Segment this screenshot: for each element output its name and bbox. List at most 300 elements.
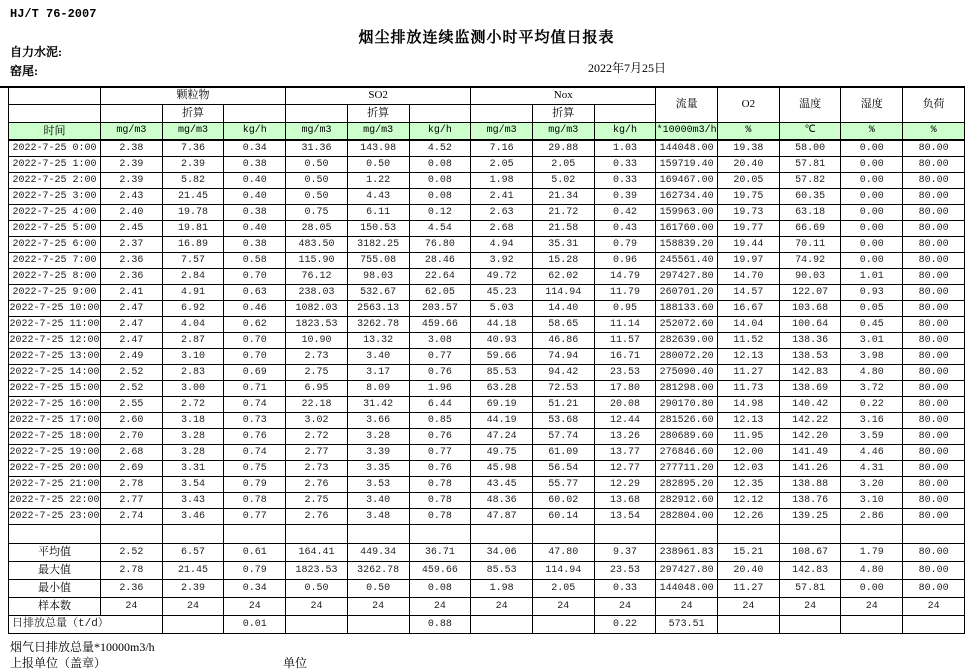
table-row: [9, 413, 965, 429]
value-cell: 7.16: [471, 140, 533, 157]
company-label: 自力水泥:: [10, 45, 62, 59]
value-cell: 8.09: [347, 381, 409, 397]
value-cell: 0.77: [409, 445, 471, 461]
value-cell: 2.05: [471, 157, 533, 173]
value-cell: 3.00: [162, 381, 224, 397]
empty-cell: [779, 525, 841, 544]
value-cell: 60.02: [532, 493, 594, 509]
value-cell: 0.40: [224, 189, 286, 205]
value-cell: 277711.20: [656, 461, 718, 477]
unit-header-cell: mg/m3: [471, 123, 533, 141]
summary-label-cell: 最小值: [9, 580, 101, 598]
value-cell: 3.66: [347, 413, 409, 429]
value-cell: 98.03: [347, 269, 409, 285]
value-cell: 3.39: [347, 445, 409, 461]
value-cell: 11.79: [594, 285, 656, 301]
daily-total-value-cell: [162, 616, 224, 634]
value-cell: 3.53: [347, 477, 409, 493]
value-cell: 57.82: [779, 173, 841, 189]
value-cell: 0.96: [594, 253, 656, 269]
value-cell: 3.16: [841, 413, 903, 429]
value-cell: 12.29: [594, 477, 656, 493]
unit-header-cell: mg/m3: [162, 123, 224, 141]
summary-value-cell: 108.67: [779, 544, 841, 562]
group-load: 负荷: [903, 87, 965, 123]
empty-cell: [532, 525, 594, 544]
summary-value-cell: 144048.00: [656, 580, 718, 598]
summary-value-cell: 24: [471, 598, 533, 616]
empty-cell: [286, 525, 348, 544]
value-cell: 14.79: [594, 269, 656, 285]
value-cell: 43.45: [471, 477, 533, 493]
value-cell: 4.91: [162, 285, 224, 301]
value-cell: 3.20: [841, 477, 903, 493]
value-cell: 0.00: [841, 140, 903, 157]
value-cell: 158839.20: [656, 237, 718, 253]
value-cell: 62.02: [532, 269, 594, 285]
value-cell: 282912.60: [656, 493, 718, 509]
value-cell: 3.17: [347, 365, 409, 381]
daily-total-value-cell: [779, 616, 841, 634]
data-rows: [9, 140, 965, 525]
value-cell: 2.41: [101, 285, 163, 301]
value-cell: 532.67: [347, 285, 409, 301]
value-cell: 6.92: [162, 301, 224, 317]
value-cell: 2.75: [286, 493, 348, 509]
value-cell: 12.00: [718, 445, 780, 461]
value-cell: 2.73: [286, 461, 348, 477]
value-cell: 139.25: [779, 509, 841, 525]
value-cell: 69.19: [471, 397, 533, 413]
unit-header-cell: kg/h: [594, 123, 656, 141]
value-cell: 2.39: [101, 173, 163, 189]
value-cell: 5.03: [471, 301, 533, 317]
value-cell: 2.75: [286, 365, 348, 381]
value-cell: 80.00: [903, 157, 965, 173]
summary-value-cell: 0.33: [594, 580, 656, 598]
value-cell: 0.79: [224, 477, 286, 493]
empty-cell: [224, 105, 286, 123]
value-cell: 0.69: [224, 365, 286, 381]
group-humidity: 湿度: [841, 87, 903, 123]
value-cell: 4.46: [841, 445, 903, 461]
value-cell: 6.11: [347, 205, 409, 221]
value-cell: 13.77: [594, 445, 656, 461]
value-cell: 0.71: [224, 381, 286, 397]
value-cell: 12.03: [718, 461, 780, 477]
value-cell: 282895.20: [656, 477, 718, 493]
value-cell: 2.05: [532, 157, 594, 173]
value-cell: 14.70: [718, 269, 780, 285]
value-cell: 2.47: [101, 333, 163, 349]
value-cell: 19.44: [718, 237, 780, 253]
value-cell: 14.98: [718, 397, 780, 413]
summary-value-cell: 238961.83: [656, 544, 718, 562]
summary-value-cell: 0.79: [224, 562, 286, 580]
group-nox: Nox: [471, 87, 656, 105]
value-cell: 3.35: [347, 461, 409, 477]
empty-cell: [101, 105, 163, 123]
summary-label-cell: 样本数: [9, 598, 101, 616]
unit-header-cell: mg/m3: [347, 123, 409, 141]
value-cell: 0.73: [224, 413, 286, 429]
value-cell: 1.03: [594, 140, 656, 157]
value-cell: 282639.00: [656, 333, 718, 349]
summary-value-cell: 0.34: [224, 580, 286, 598]
value-cell: 80.00: [903, 333, 965, 349]
value-cell: 159719.40: [656, 157, 718, 173]
value-cell: 2.87: [162, 333, 224, 349]
value-cell: 6.44: [409, 397, 471, 413]
value-cell: 21.72: [532, 205, 594, 221]
value-cell: 2.39: [101, 157, 163, 173]
value-cell: 58.00: [779, 140, 841, 157]
value-cell: 0.74: [224, 397, 286, 413]
summary-label-cell: 最大值: [9, 562, 101, 580]
value-cell: 31.42: [347, 397, 409, 413]
summary-value-cell: 20.40: [718, 562, 780, 580]
value-cell: 11.27: [718, 365, 780, 381]
value-cell: 141.49: [779, 445, 841, 461]
value-cell: 2.52: [101, 365, 163, 381]
value-cell: 0.00: [841, 173, 903, 189]
value-cell: 245561.40: [656, 253, 718, 269]
empty-cell: [471, 525, 533, 544]
summary-value-cell: 1823.53: [286, 562, 348, 580]
summary-value-cell: 85.53: [471, 562, 533, 580]
group-flow: 流量: [656, 87, 718, 123]
value-cell: 0.95: [594, 301, 656, 317]
value-cell: 103.68: [779, 301, 841, 317]
value-cell: 290170.80: [656, 397, 718, 413]
summary-value-cell: 459.66: [409, 562, 471, 580]
summary-value-cell: 164.41: [286, 544, 348, 562]
group-header-row: [9, 87, 965, 105]
value-cell: 138.69: [779, 381, 841, 397]
summary-value-cell: 6.57: [162, 544, 224, 562]
converted-label: 折算: [347, 105, 409, 123]
value-cell: 5.02: [532, 173, 594, 189]
value-cell: 2.77: [101, 493, 163, 509]
value-cell: 5.82: [162, 173, 224, 189]
daily-total-value-cell: [347, 616, 409, 634]
value-cell: 23.53: [594, 365, 656, 381]
summary-value-cell: 142.83: [779, 562, 841, 580]
value-cell: 0.76: [409, 429, 471, 445]
value-cell: 2.60: [101, 413, 163, 429]
value-cell: 3.28: [162, 445, 224, 461]
value-cell: 44.19: [471, 413, 533, 429]
time-cell: 2022-7-25 6:00: [9, 237, 101, 253]
value-cell: 3.28: [162, 429, 224, 445]
summary-row: [9, 598, 965, 616]
summary-value-cell: 2.05: [532, 580, 594, 598]
summary-value-cell: 47.80: [532, 544, 594, 562]
summary-value-cell: 24: [841, 598, 903, 616]
time-cell: 2022-7-25 3:00: [9, 189, 101, 205]
value-cell: 11.14: [594, 317, 656, 333]
value-cell: 14.57: [718, 285, 780, 301]
monitoring-table: [8, 86, 965, 634]
value-cell: 4.43: [347, 189, 409, 205]
value-cell: 0.12: [409, 205, 471, 221]
table-row: [9, 253, 965, 269]
value-cell: 2.45: [101, 221, 163, 237]
value-cell: 55.77: [532, 477, 594, 493]
value-cell: 12.13: [718, 349, 780, 365]
value-cell: 0.08: [409, 173, 471, 189]
summary-value-cell: 0.50: [347, 580, 409, 598]
value-cell: 63.28: [471, 381, 533, 397]
value-cell: 4.54: [409, 221, 471, 237]
value-cell: 80.00: [903, 253, 965, 269]
summary-value-cell: 24: [224, 598, 286, 616]
value-cell: 2.47: [101, 317, 163, 333]
value-cell: 51.21: [532, 397, 594, 413]
value-cell: 12.12: [718, 493, 780, 509]
value-cell: 138.88: [779, 477, 841, 493]
value-cell: 44.18: [471, 317, 533, 333]
summary-value-cell: 24: [656, 598, 718, 616]
table-row: [9, 493, 965, 509]
value-cell: 2.47: [101, 301, 163, 317]
value-cell: 28.05: [286, 221, 348, 237]
time-cell: 2022-7-25 23:00: [9, 509, 101, 525]
value-cell: 21.34: [532, 189, 594, 205]
value-cell: 80.00: [903, 205, 965, 221]
value-cell: 3.40: [347, 349, 409, 365]
table-row: [9, 333, 965, 349]
time-column-header: 时间: [9, 123, 101, 141]
value-cell: 2.52: [101, 381, 163, 397]
summary-value-cell: 0.61: [224, 544, 286, 562]
time-cell: 2022-7-25 21:00: [9, 477, 101, 493]
value-cell: 2.69: [101, 461, 163, 477]
value-cell: 94.42: [532, 365, 594, 381]
table-row: [9, 237, 965, 253]
summary-value-cell: 36.71: [409, 544, 471, 562]
value-cell: 0.00: [841, 237, 903, 253]
unit-header-cell: kg/h: [409, 123, 471, 141]
summary-value-cell: 1.98: [471, 580, 533, 598]
value-cell: 19.81: [162, 221, 224, 237]
empty-cell: [224, 525, 286, 544]
value-cell: 76.12: [286, 269, 348, 285]
value-cell: 0.77: [409, 349, 471, 365]
value-cell: 80.00: [903, 301, 965, 317]
value-cell: 7.36: [162, 140, 224, 157]
value-cell: 188133.60: [656, 301, 718, 317]
summary-value-cell: 80.00: [903, 562, 965, 580]
value-cell: 11.73: [718, 381, 780, 397]
value-cell: 80.00: [903, 477, 965, 493]
value-cell: 22.18: [286, 397, 348, 413]
value-cell: 2.37: [101, 237, 163, 253]
spacer-row: [9, 525, 965, 544]
summary-row: [9, 562, 965, 580]
daily-total-value-cell: [471, 616, 533, 634]
daily-total-value-cell: 0.22: [594, 616, 656, 634]
table-row: [9, 365, 965, 381]
summary-value-cell: 24: [101, 598, 163, 616]
value-cell: 0.46: [224, 301, 286, 317]
value-cell: 60.35: [779, 189, 841, 205]
summary-value-cell: 21.45: [162, 562, 224, 580]
value-cell: 80.00: [903, 140, 965, 157]
value-cell: 169467.00: [656, 173, 718, 189]
value-cell: 142.20: [779, 429, 841, 445]
value-cell: 72.53: [532, 381, 594, 397]
value-cell: 80.00: [903, 429, 965, 445]
value-cell: 35.31: [532, 237, 594, 253]
value-cell: 0.40: [224, 221, 286, 237]
value-cell: 2.36: [101, 253, 163, 269]
value-cell: 13.54: [594, 509, 656, 525]
value-cell: 252072.60: [656, 317, 718, 333]
empty-cell: [471, 105, 533, 123]
value-cell: 2.76: [286, 509, 348, 525]
group-temperature: 温度: [779, 87, 841, 123]
summary-value-cell: 1.79: [841, 544, 903, 562]
value-cell: 4.04: [162, 317, 224, 333]
daily-total-value-cell: [718, 616, 780, 634]
value-cell: 0.75: [224, 461, 286, 477]
value-cell: 80.00: [903, 493, 965, 509]
converted-label: 折算: [532, 105, 594, 123]
value-cell: 0.00: [841, 253, 903, 269]
value-cell: 3.18: [162, 413, 224, 429]
value-cell: 138.53: [779, 349, 841, 365]
value-cell: 57.74: [532, 429, 594, 445]
value-cell: 19.77: [718, 221, 780, 237]
value-cell: 2.55: [101, 397, 163, 413]
time-cell: 2022-7-25 0:00: [9, 140, 101, 157]
table-row: [9, 349, 965, 365]
value-cell: 3.46: [162, 509, 224, 525]
time-cell: 2022-7-25 19:00: [9, 445, 101, 461]
table-row: [9, 381, 965, 397]
value-cell: 2.38: [101, 140, 163, 157]
value-cell: 2.36: [101, 269, 163, 285]
value-cell: 1082.03: [286, 301, 348, 317]
value-cell: 0.78: [409, 509, 471, 525]
summary-value-cell: 23.53: [594, 562, 656, 580]
table-row: [9, 205, 965, 221]
value-cell: 45.23: [471, 285, 533, 301]
summary-value-cell: 0.08: [409, 580, 471, 598]
value-cell: 3.59: [841, 429, 903, 445]
value-cell: 3.40: [347, 493, 409, 509]
value-cell: 70.11: [779, 237, 841, 253]
value-cell: 49.72: [471, 269, 533, 285]
time-cell: 2022-7-25 7:00: [9, 253, 101, 269]
value-cell: 80.00: [903, 237, 965, 253]
value-cell: 16.67: [718, 301, 780, 317]
value-cell: 80.00: [903, 445, 965, 461]
time-cell: 2022-7-25 17:00: [9, 413, 101, 429]
value-cell: 13.26: [594, 429, 656, 445]
value-cell: 11.57: [594, 333, 656, 349]
value-cell: 80.00: [903, 461, 965, 477]
summary-value-cell: 297427.80: [656, 562, 718, 580]
value-cell: 280689.60: [656, 429, 718, 445]
value-cell: 2563.13: [347, 301, 409, 317]
value-cell: 0.78: [224, 493, 286, 509]
value-cell: 14.40: [532, 301, 594, 317]
value-cell: 48.36: [471, 493, 533, 509]
value-cell: 21.45: [162, 189, 224, 205]
empty-cell: [841, 525, 903, 544]
summary-value-cell: 24: [409, 598, 471, 616]
summary-value-cell: 4.80: [841, 562, 903, 580]
time-cell: 2022-7-25 13:00: [9, 349, 101, 365]
value-cell: 15.28: [532, 253, 594, 269]
value-cell: 20.05: [718, 173, 780, 189]
summary-value-cell: 3262.78: [347, 562, 409, 580]
value-cell: 0.50: [286, 189, 348, 205]
value-cell: 56.54: [532, 461, 594, 477]
value-cell: 29.88: [532, 140, 594, 157]
time-cell: 2022-7-25 20:00: [9, 461, 101, 477]
value-cell: 20.08: [594, 397, 656, 413]
value-cell: 80.00: [903, 509, 965, 525]
value-cell: 3.54: [162, 477, 224, 493]
value-cell: 57.81: [779, 157, 841, 173]
value-cell: 47.87: [471, 509, 533, 525]
table-row: [9, 429, 965, 445]
value-cell: 0.38: [224, 237, 286, 253]
value-cell: 0.08: [409, 157, 471, 173]
value-cell: 0.58: [224, 253, 286, 269]
value-cell: 45.98: [471, 461, 533, 477]
value-cell: 2.41: [471, 189, 533, 205]
table-row: [9, 477, 965, 493]
summary-value-cell: 11.27: [718, 580, 780, 598]
value-cell: 3.08: [409, 333, 471, 349]
value-cell: 161760.00: [656, 221, 718, 237]
value-cell: 80.00: [903, 221, 965, 237]
value-cell: 150.53: [347, 221, 409, 237]
value-cell: 80.00: [903, 365, 965, 381]
value-cell: 4.94: [471, 237, 533, 253]
value-cell: 483.50: [286, 237, 348, 253]
value-cell: 0.00: [841, 205, 903, 221]
summary-value-cell: 15.21: [718, 544, 780, 562]
value-cell: 19.73: [718, 205, 780, 221]
time-cell: 2022-7-25 9:00: [9, 285, 101, 301]
summary-value-cell: 24: [779, 598, 841, 616]
empty-cell: [162, 525, 224, 544]
summary-label-cell: 平均值: [9, 544, 101, 562]
unit-header-cell: kg/h: [224, 123, 286, 141]
value-cell: 28.46: [409, 253, 471, 269]
value-cell: 0.74: [224, 445, 286, 461]
value-cell: 0.00: [841, 157, 903, 173]
value-cell: 3262.78: [347, 317, 409, 333]
unit-header-cell: mg/m3: [101, 123, 163, 141]
summary-value-cell: 80.00: [903, 580, 965, 598]
empty-cell: [594, 525, 656, 544]
daily-total-value-cell: [286, 616, 348, 634]
value-cell: 10.90: [286, 333, 348, 349]
daily-total-label-cell: 日排放总量（t/d）: [9, 616, 163, 634]
value-cell: 12.44: [594, 413, 656, 429]
value-cell: 0.50: [286, 173, 348, 189]
value-cell: 58.65: [532, 317, 594, 333]
value-cell: 0.63: [224, 285, 286, 301]
summary-value-cell: 24: [347, 598, 409, 616]
value-cell: 7.57: [162, 253, 224, 269]
